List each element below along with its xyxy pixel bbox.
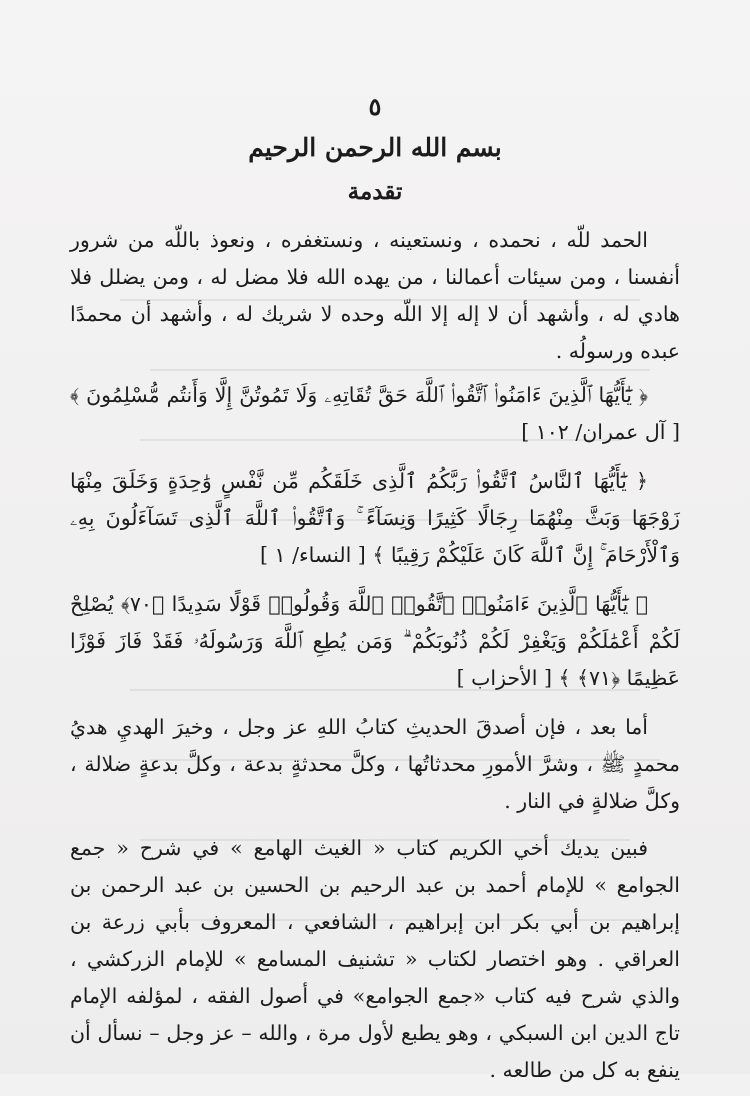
- quran-verse-al-imran: ﴿ يَٰٓأَيُّهَا ٱلَّذِينَ ءَامَنُوا۟ ٱتَّقُوا۟ ٱللَّهَ حَقَّ تُقَاتِهِۦ وَلَا تَمُوتُنَّ إِلَّا وَأَنتُم مُّسْلِمُونَ ﴾ [ آل عمران/ ١٠٢ ]: [70, 383, 680, 444]
- opening-praise-paragraph: الحمد للّه ، نحمده ، ونستعينه ، ونستغفره ، ونعوذ باللّه من شرور أنفسنا ، ومن سيئات أعمالنا ، من يهده الله فلا مضل له ، ومن يضلل فلا هادي له ، وأشهد أن لا إله إلا اللّه وحده لا شريك له ، وأشهد أن محمدًا عبده ورسولُه .: [70, 228, 680, 363]
- quran-verse-al-ahzab: ﴿ يَٰٓأَيُّهَا ٱلَّذِينَ ءَامَنُوا۟ ٱتَّقُوا۟ ٱللَّهَ وَقُولُوا۟ قَوْلًا سَدِيدًا ﴿٧٠﴾ يُصْلِحْ لَكُمْ أَعْمَٰلَكُمْ وَيَغْفِرْ لَكُمْ ذُنُوبَكُمْ ۗ وَمَن يُطِعِ ٱللَّهَ وَرَسُولَهُۥ فَقَدْ فَازَ فَوْزًا عَظِيمًا ﴿٧١﴾ ﴾ [ الأحزاب ]: [70, 592, 680, 690]
- amma-bad-paragraph: أما بعد ، فإن أصدقَ الحديثِ كتابُ اللهِ عز وجل ، وخيرَ الهديِ هديُ محمدٍ ﷺ ، وشرَّ الأمورِ محدثاتُها ، وكلَّ محدثةٍ بدعة ، وكلَّ بدعةٍ ضلالة ، وكلَّ ضلالةٍ في النار .: [70, 715, 680, 813]
- book-introduction-paragraph: فبين يديك أخي الكريم كتاب « الغيث الهامع » في شرح « جمع الجوامع » للإمام أحمد بن عبد الرحيم بن الحسين بن عبد الرحمن بن إبراهيم بن أبي بكر ابن إبراهيم ، الشافعي ، المعروف بأبي زرعة بن العراقي . وهو اختصار لكتاب « تشنيف المسامع » للإمام الزركشي ، والذي شرح فيه كتاب «جمع الجوامع» في أصول الفقه ، لمؤلفه الإمام تاج الدين ابن السبكي ، وهو يطبع لأول مرة ، والله – عز وجل – نسأل أن ينفع به كل من طالعه .: [70, 836, 680, 1082]
- page-number: ٥: [368, 92, 382, 121]
- quran-verse-an-nisa: ﴿ يَٰٓأَيُّهَا ٱلنَّاسُ ٱتَّقُوا۟ رَبَّكُمُ ٱلَّذِى خَلَقَكُم مِّن نَّفْسٍ وَٰحِدَةٍ وَخَلَقَ مِنْهَا زَوْجَهَا وَبَثَّ مِنْهُمَا رِجَالًا كَثِيرًا وَنِسَآءً ۚ وَٱتَّقُوا۟ ٱللَّهَ ٱلَّذِى تَسَآءَلُونَ بِهِۦ وَٱلْأَرْحَامَ ۚ إِنَّ ٱللَّهَ كَانَ عَلَيْكُمْ رَقِيبًا ﴾ [ النساء/ ١ ]: [70, 469, 680, 567]
- section-title: تقدمة: [347, 178, 403, 205]
- basmala-heading: بسم الله الرحمن الرحيم: [248, 133, 502, 162]
- page-content: [70, 92, 680, 1096]
